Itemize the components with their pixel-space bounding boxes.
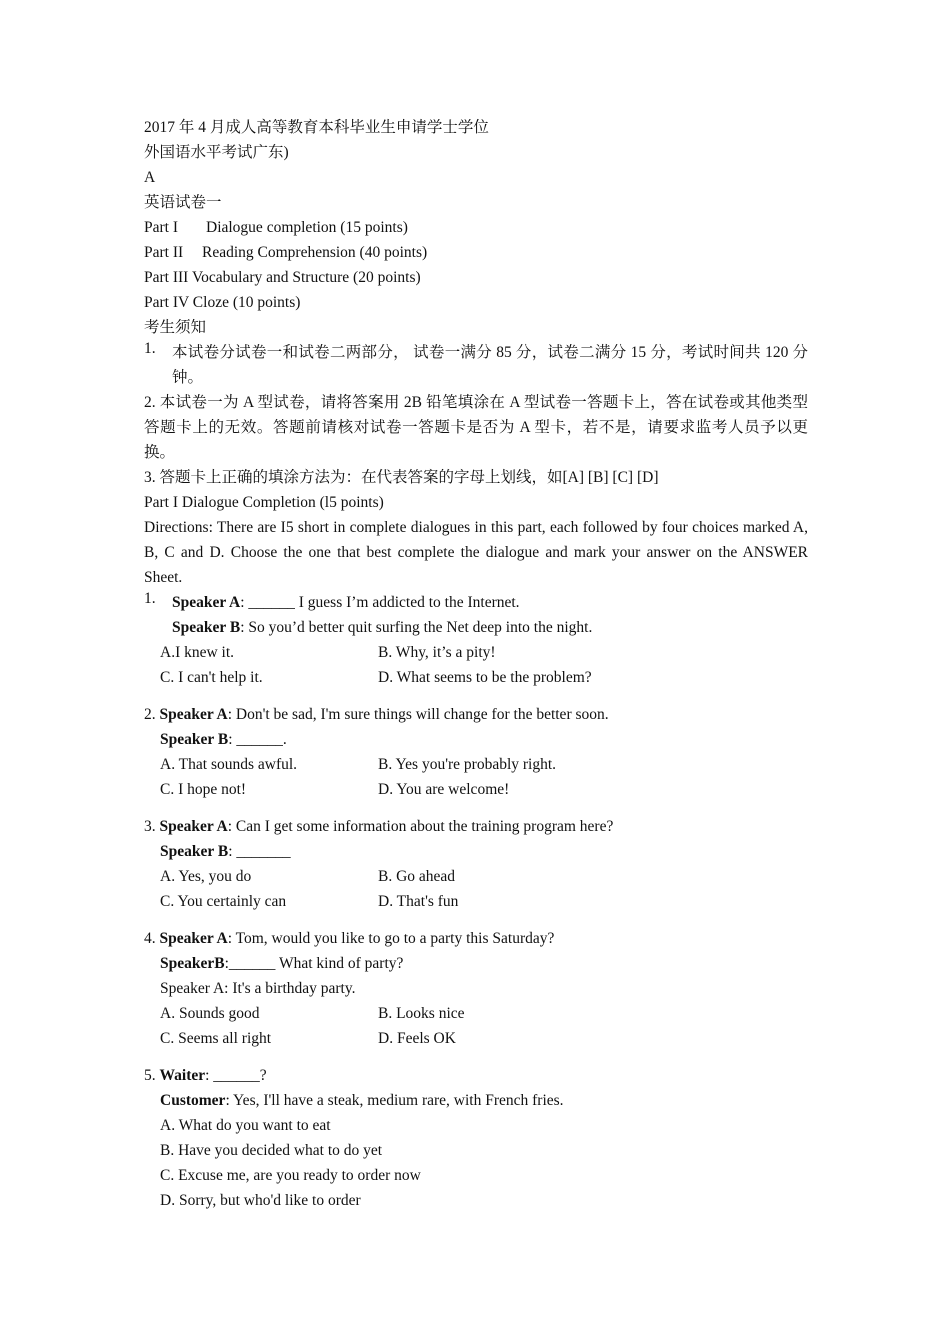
notice-item-number: 1. (144, 340, 156, 357)
option-c: C. Seems all right (160, 1030, 272, 1047)
question-number: 2. (144, 706, 156, 723)
question-stem (144, 814, 808, 839)
options-row (144, 1001, 808, 1026)
question-4 (144, 926, 808, 1051)
section-directions: Directions: There are I5 short in complete dialogues in this part, each followed by four choices marked A, B, C and D. Choose the one that best complete the dialogue and mark your answer on the ANSWER Sheet. (144, 519, 808, 586)
exam-title-line1: 2017 年 4 月成人高等教育本科毕业生申请学士学位 (144, 119, 489, 136)
option-a: A. Yes, you do (160, 868, 252, 885)
options-row (144, 640, 808, 665)
speaker-line: :______ What kind of party? (224, 955, 404, 972)
question-response (144, 1088, 808, 1113)
speaker-label: Waiter (159, 1067, 206, 1084)
option-b: B. Looks nice (378, 1005, 465, 1022)
options-row (144, 889, 808, 914)
speaker-label: Speaker B (172, 619, 241, 636)
options-row (144, 777, 808, 802)
paper-name: 英语试卷一 (144, 194, 222, 211)
option-d: D. You are welcome! (378, 781, 510, 798)
speaker-label: Speaker A (172, 594, 241, 611)
option-d: D. That's fun (378, 893, 459, 910)
speaker-label: Speaker A (159, 706, 228, 723)
speaker-line: : So you’d better quit surfing the Net deep into the night. (240, 619, 593, 636)
question-stem (144, 926, 808, 951)
options-row (144, 665, 808, 690)
question-number: 1. (144, 590, 156, 607)
speaker-label: Speaker B (160, 731, 229, 748)
question-response (144, 951, 808, 976)
part-text: Reading Comprehension (40 points) (202, 244, 428, 261)
speaker-label: Speaker B (160, 843, 229, 860)
option-a: A. Sounds good (160, 1005, 260, 1022)
speaker-line: : ______. (228, 731, 287, 748)
question-number: 3. (144, 818, 156, 835)
speaker-line: : Tom, would you like to go to a party this Saturday? (227, 930, 555, 947)
part-list-item (144, 290, 808, 315)
part-list-item (144, 265, 808, 290)
option-b: B. Have you decided what to do yet (160, 1142, 383, 1159)
question-followup: Speaker A: It's a birthday party. (160, 980, 356, 997)
question-response (144, 727, 808, 752)
option-c: C. Excuse me, are you ready to order now (160, 1167, 421, 1184)
part-list-item (144, 215, 808, 240)
paper-type: A (144, 169, 156, 186)
speaker-label: Customer (160, 1092, 226, 1109)
notice-item (144, 340, 808, 390)
speaker-label: SpeakerB (160, 955, 225, 972)
option-d: D. Feels OK (378, 1030, 456, 1047)
speaker-line: : Yes, I'll have a steak, medium rare, with French fries. (225, 1092, 564, 1109)
option-b: B. Why, it’s a pity! (378, 644, 496, 661)
option-c: C. I can't help it. (160, 669, 263, 686)
question-1 (144, 590, 808, 690)
option-c: C. I hope not! (160, 781, 247, 798)
part-text: Cloze (10 points) (192, 294, 301, 311)
part-label: Part II (144, 244, 184, 261)
speaker-line: : _______ (228, 843, 291, 860)
option-d: D. What seems to be the problem? (378, 669, 592, 686)
option-a: A.I knew it. (160, 644, 235, 661)
option-b: B. Go ahead (378, 868, 456, 885)
option-a: A. That sounds awful. (160, 756, 298, 773)
notice-item-text: 本试卷分试卷一和试卷二两部分， 试卷一满分 85 分，试卷二满分 15 分，考试时间共 120 分钟。 (172, 344, 808, 386)
question-number: 5. (144, 1067, 156, 1084)
speaker-line: : Don't be sad, I'm sure things will change for the better soon. (227, 706, 609, 723)
options-row (144, 1026, 808, 1051)
speaker-label: Speaker A (159, 930, 228, 947)
speaker-line: : ______? (205, 1067, 267, 1084)
part-text: Vocabulary and Structure (20 points) (191, 269, 421, 286)
question-3 (144, 814, 808, 914)
part-text: Dialogue completion (15 points) (206, 219, 408, 236)
question-5 (144, 1063, 808, 1213)
question-response (144, 615, 808, 640)
notice-heading: 考生须知 (144, 319, 207, 336)
option-d: D. Sorry, but who'd like to order (160, 1192, 361, 1209)
question-stem (144, 702, 808, 727)
speaker-line: : Can I get some information about the training program here? (227, 818, 614, 835)
option-a: A. What do you want to eat (160, 1117, 331, 1134)
exam-page (144, 115, 808, 1213)
section-title: Part I Dialogue Completion (l5 points) (144, 494, 384, 511)
option-c: C. You certainly can (160, 893, 287, 910)
part-label: Part III (144, 269, 189, 286)
speaker-line: : ______ I guess I’m addicted to the Internet. (240, 594, 520, 611)
question-stem (144, 590, 808, 615)
options-row (144, 864, 808, 889)
part-list-item (144, 240, 808, 265)
notice-item: 2. 本试卷一为 A 型试卷，请将答案用 2B 铅笔填涂在 A 型试卷一答题卡上，答在试卷或其他类型答题卡上的无效。答题前请核对试卷一答题卡是否为 A 型卡，若不是，请要求监考人员予以更换。 (144, 394, 808, 461)
options-row (144, 752, 808, 777)
notice-item: 3. 答题卡上正确的填涂方法为：在代表答案的字母上划线，如[A] [B] [C] [D] (144, 469, 659, 486)
part-label: Part I (144, 219, 179, 236)
question-number: 4. (144, 930, 156, 947)
question-2 (144, 702, 808, 802)
speaker-label: Speaker A (159, 818, 228, 835)
option-b: B. Yes you're probably right. (378, 756, 557, 773)
exam-title-line2: 外国语水平考试广东) (144, 144, 289, 161)
question-stem (144, 1063, 808, 1088)
question-response (144, 839, 808, 864)
part-label: Part IV (144, 294, 189, 311)
